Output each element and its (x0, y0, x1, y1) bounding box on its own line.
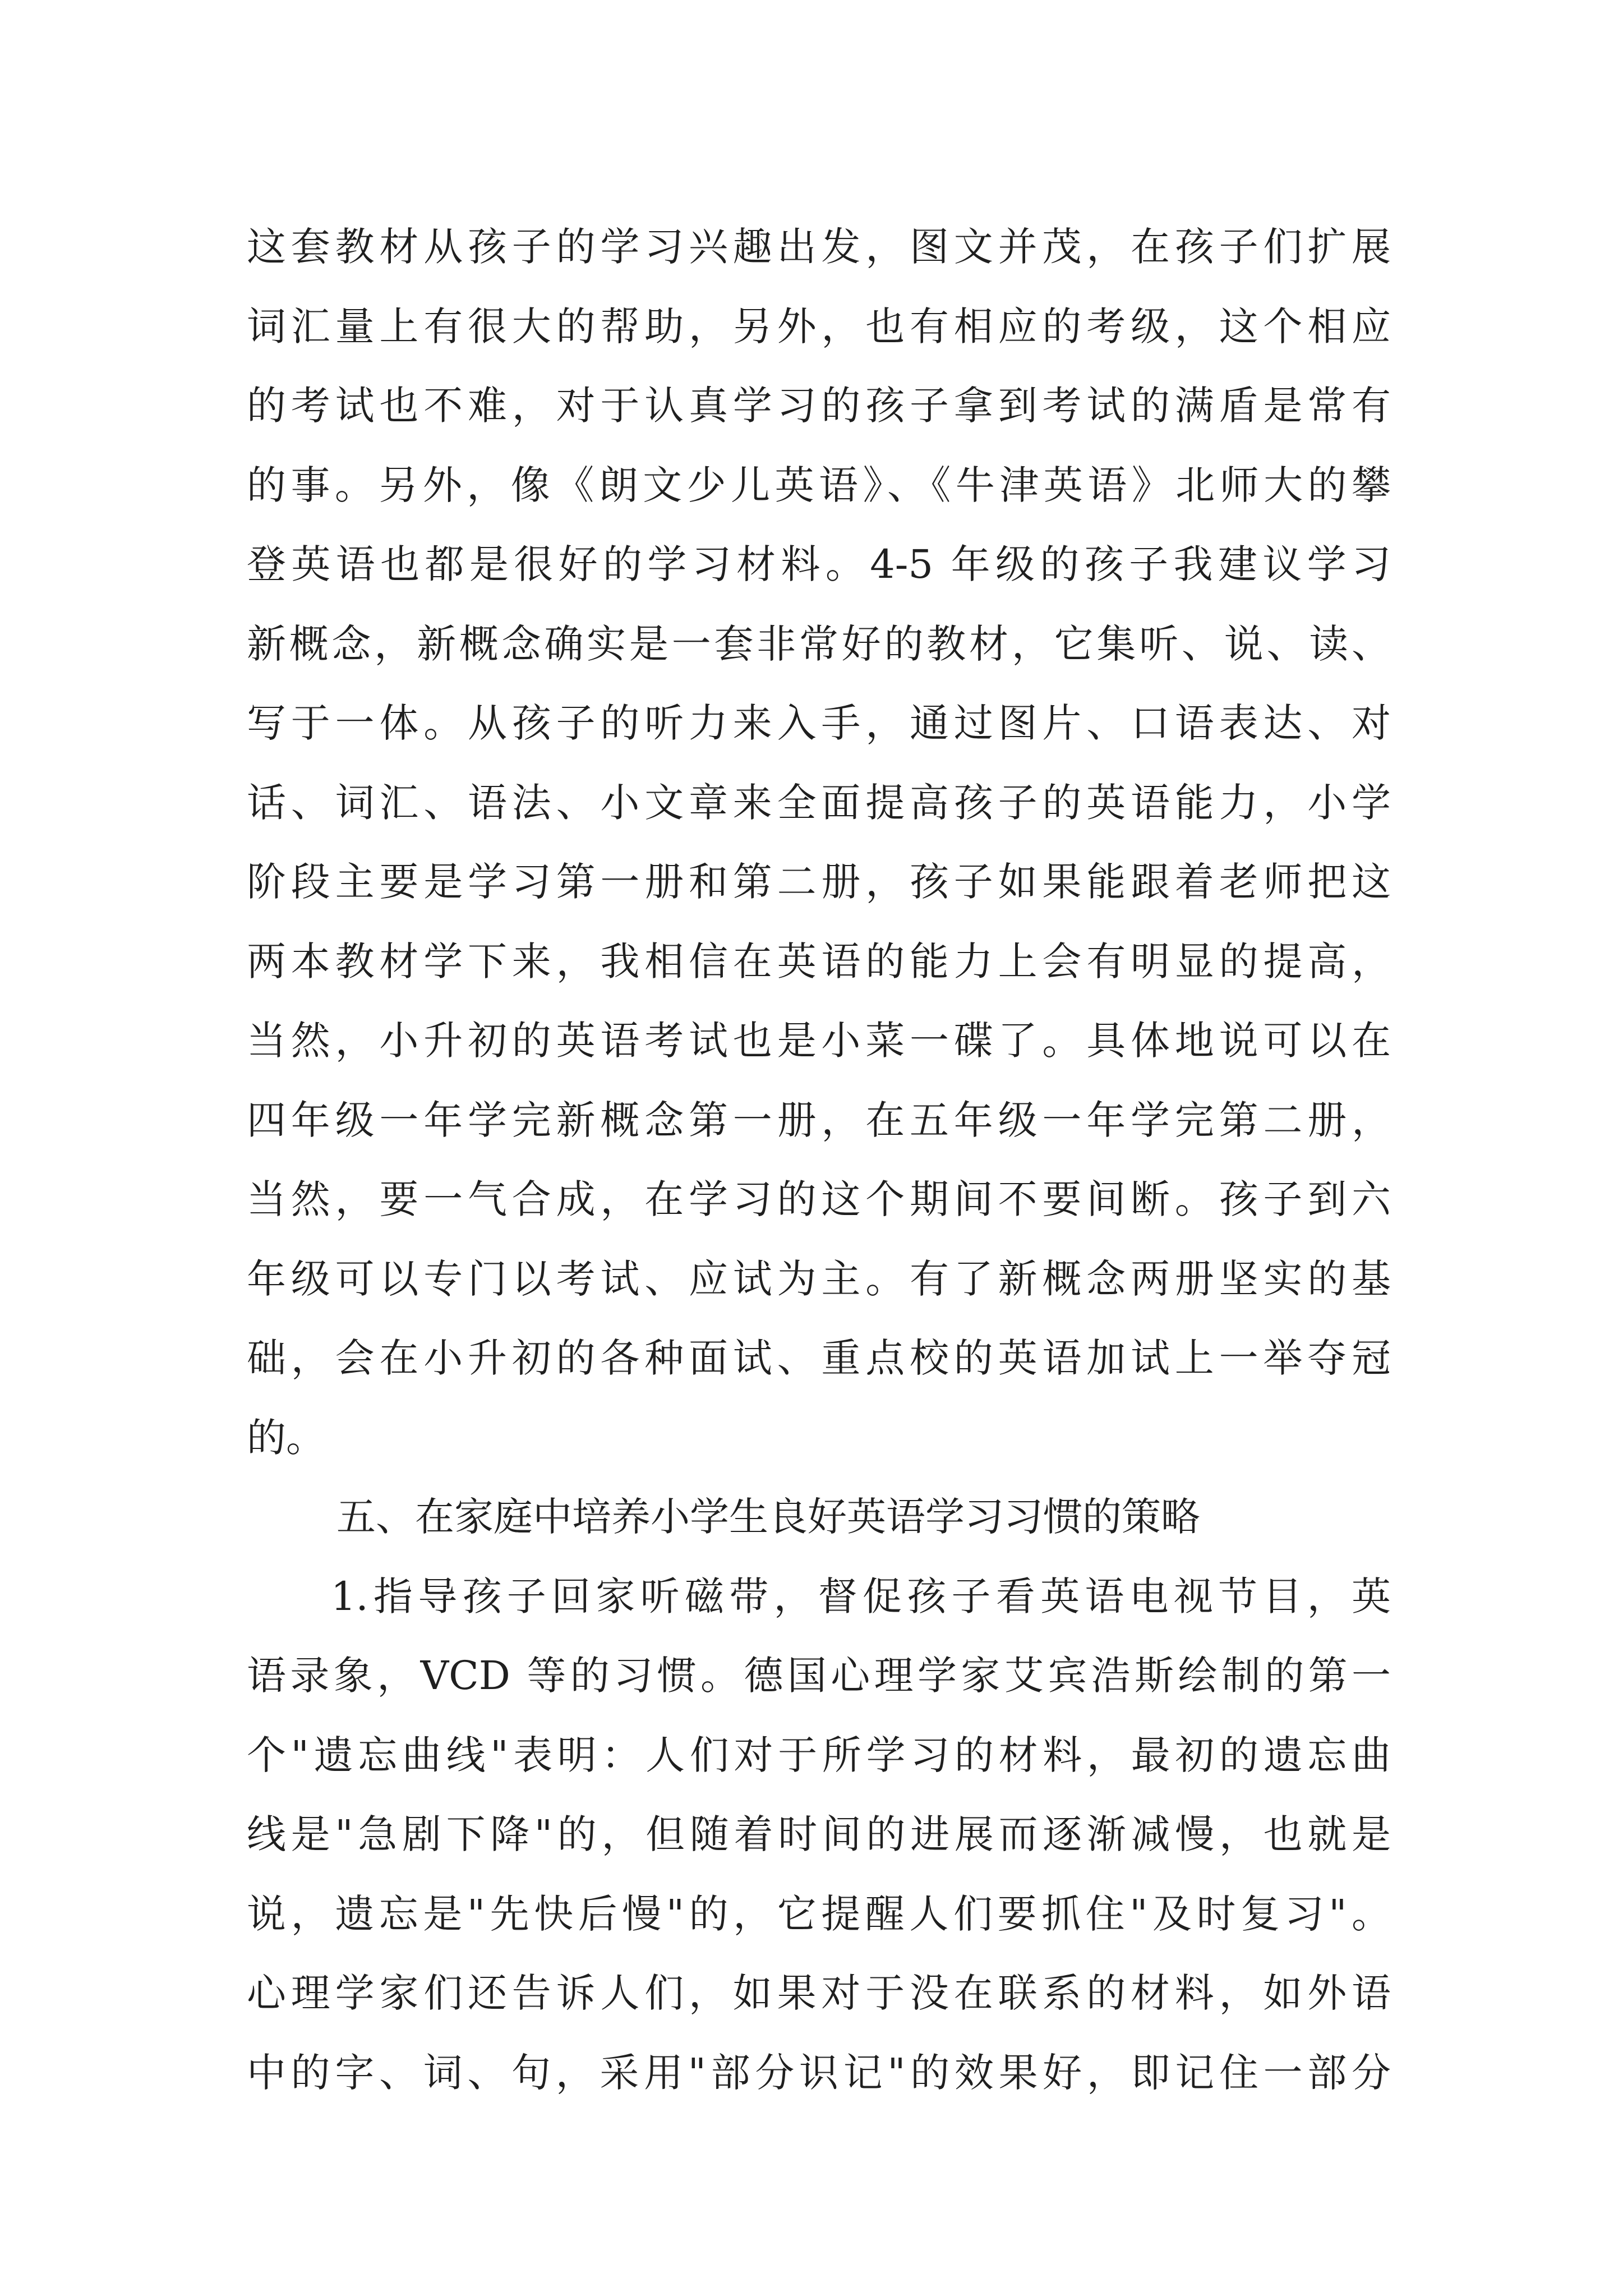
section-heading: 五、在家庭中培养小学生良好英语学习习惯的策略 (336, 1494, 1200, 1540)
text-line: 当然，要一气合成，在学习的这个期间不要间断。孩子到六 (247, 1176, 1391, 1222)
text-line: 的考试也不难，对于认真学习的孩子拿到考试的满盾是常有 (247, 383, 1391, 429)
text-line: 写于一体。从孩子的听力来入手，通过图片、口语表达、对 (247, 700, 1391, 746)
body-text (247, 208, 1391, 2113)
text-line: 语录象，VCD 等的习惯。德国心理学家艾宾浩斯绘制的第一 (247, 1653, 1391, 1699)
text-line: 础，会在小升初的各种面试、重点校的英语加试上一举夺冠 (247, 1335, 1391, 1381)
text-line: 两本教材学下来，我相信在英语的能力上会有明显的提高， (247, 938, 1391, 984)
text-line: 阶段主要是学习第一册和第二册，孩子如果能跟着老师把这 (247, 859, 1391, 905)
text-line: 登英语也都是很好的学习材料。4-5 年级的孩子我建议学习 (247, 541, 1391, 587)
text-line: 年级可以专门以考试、应试为主。有了新概念两册坚实的基 (247, 1255, 1391, 1302)
text-line: 个"遗忘曲线"表明：人们对于所学习的材料，最初的遗忘曲 (247, 1732, 1391, 1778)
text-line: 的。 (247, 1414, 325, 1461)
text-line: 的事。另外，像《朗文少儿英语》、《牛津英语》北师大的攀 (247, 462, 1391, 508)
text-line: 心理学家们还告诉人们，如果对于没在联系的材料，如外语 (247, 1970, 1391, 2016)
text-line: 中的字、词、句，采用"部分识记"的效果好，即记住一部分 (247, 2049, 1391, 2096)
text-line: 四年级一年学完新概念第一册，在五年级一年学完第二册， (247, 1097, 1391, 1143)
text-line: 当然，小升初的英语考试也是小菜一碟了。具体地说可以在 (247, 1018, 1391, 1064)
text-line: 词汇量上有很大的帮助，另外，也有相应的考级，这个相应 (247, 303, 1391, 349)
text-line: 这套教材从孩子的学习兴趣出发，图文并茂，在孩子们扩展 (247, 224, 1391, 270)
text-line: 说，遗忘是"先快后慢"的，它提醒人们要抓住"及时复习"。 (247, 1890, 1391, 1937)
text-line: 新概念，新概念确实是一套非常好的教材，它集听、说、读、 (247, 620, 1391, 667)
text-line: 1.指导孩子回家听磁带，督促孩子看英语电视节目，英 (331, 1573, 1391, 1619)
text-line: 线是"急剧下降"的，但随着时间的进展而逐渐减慢，也就是 (247, 1811, 1391, 1857)
text-line: 话、词汇、语法、小文章来全面提高孩子的英语能力，小学 (247, 779, 1391, 826)
